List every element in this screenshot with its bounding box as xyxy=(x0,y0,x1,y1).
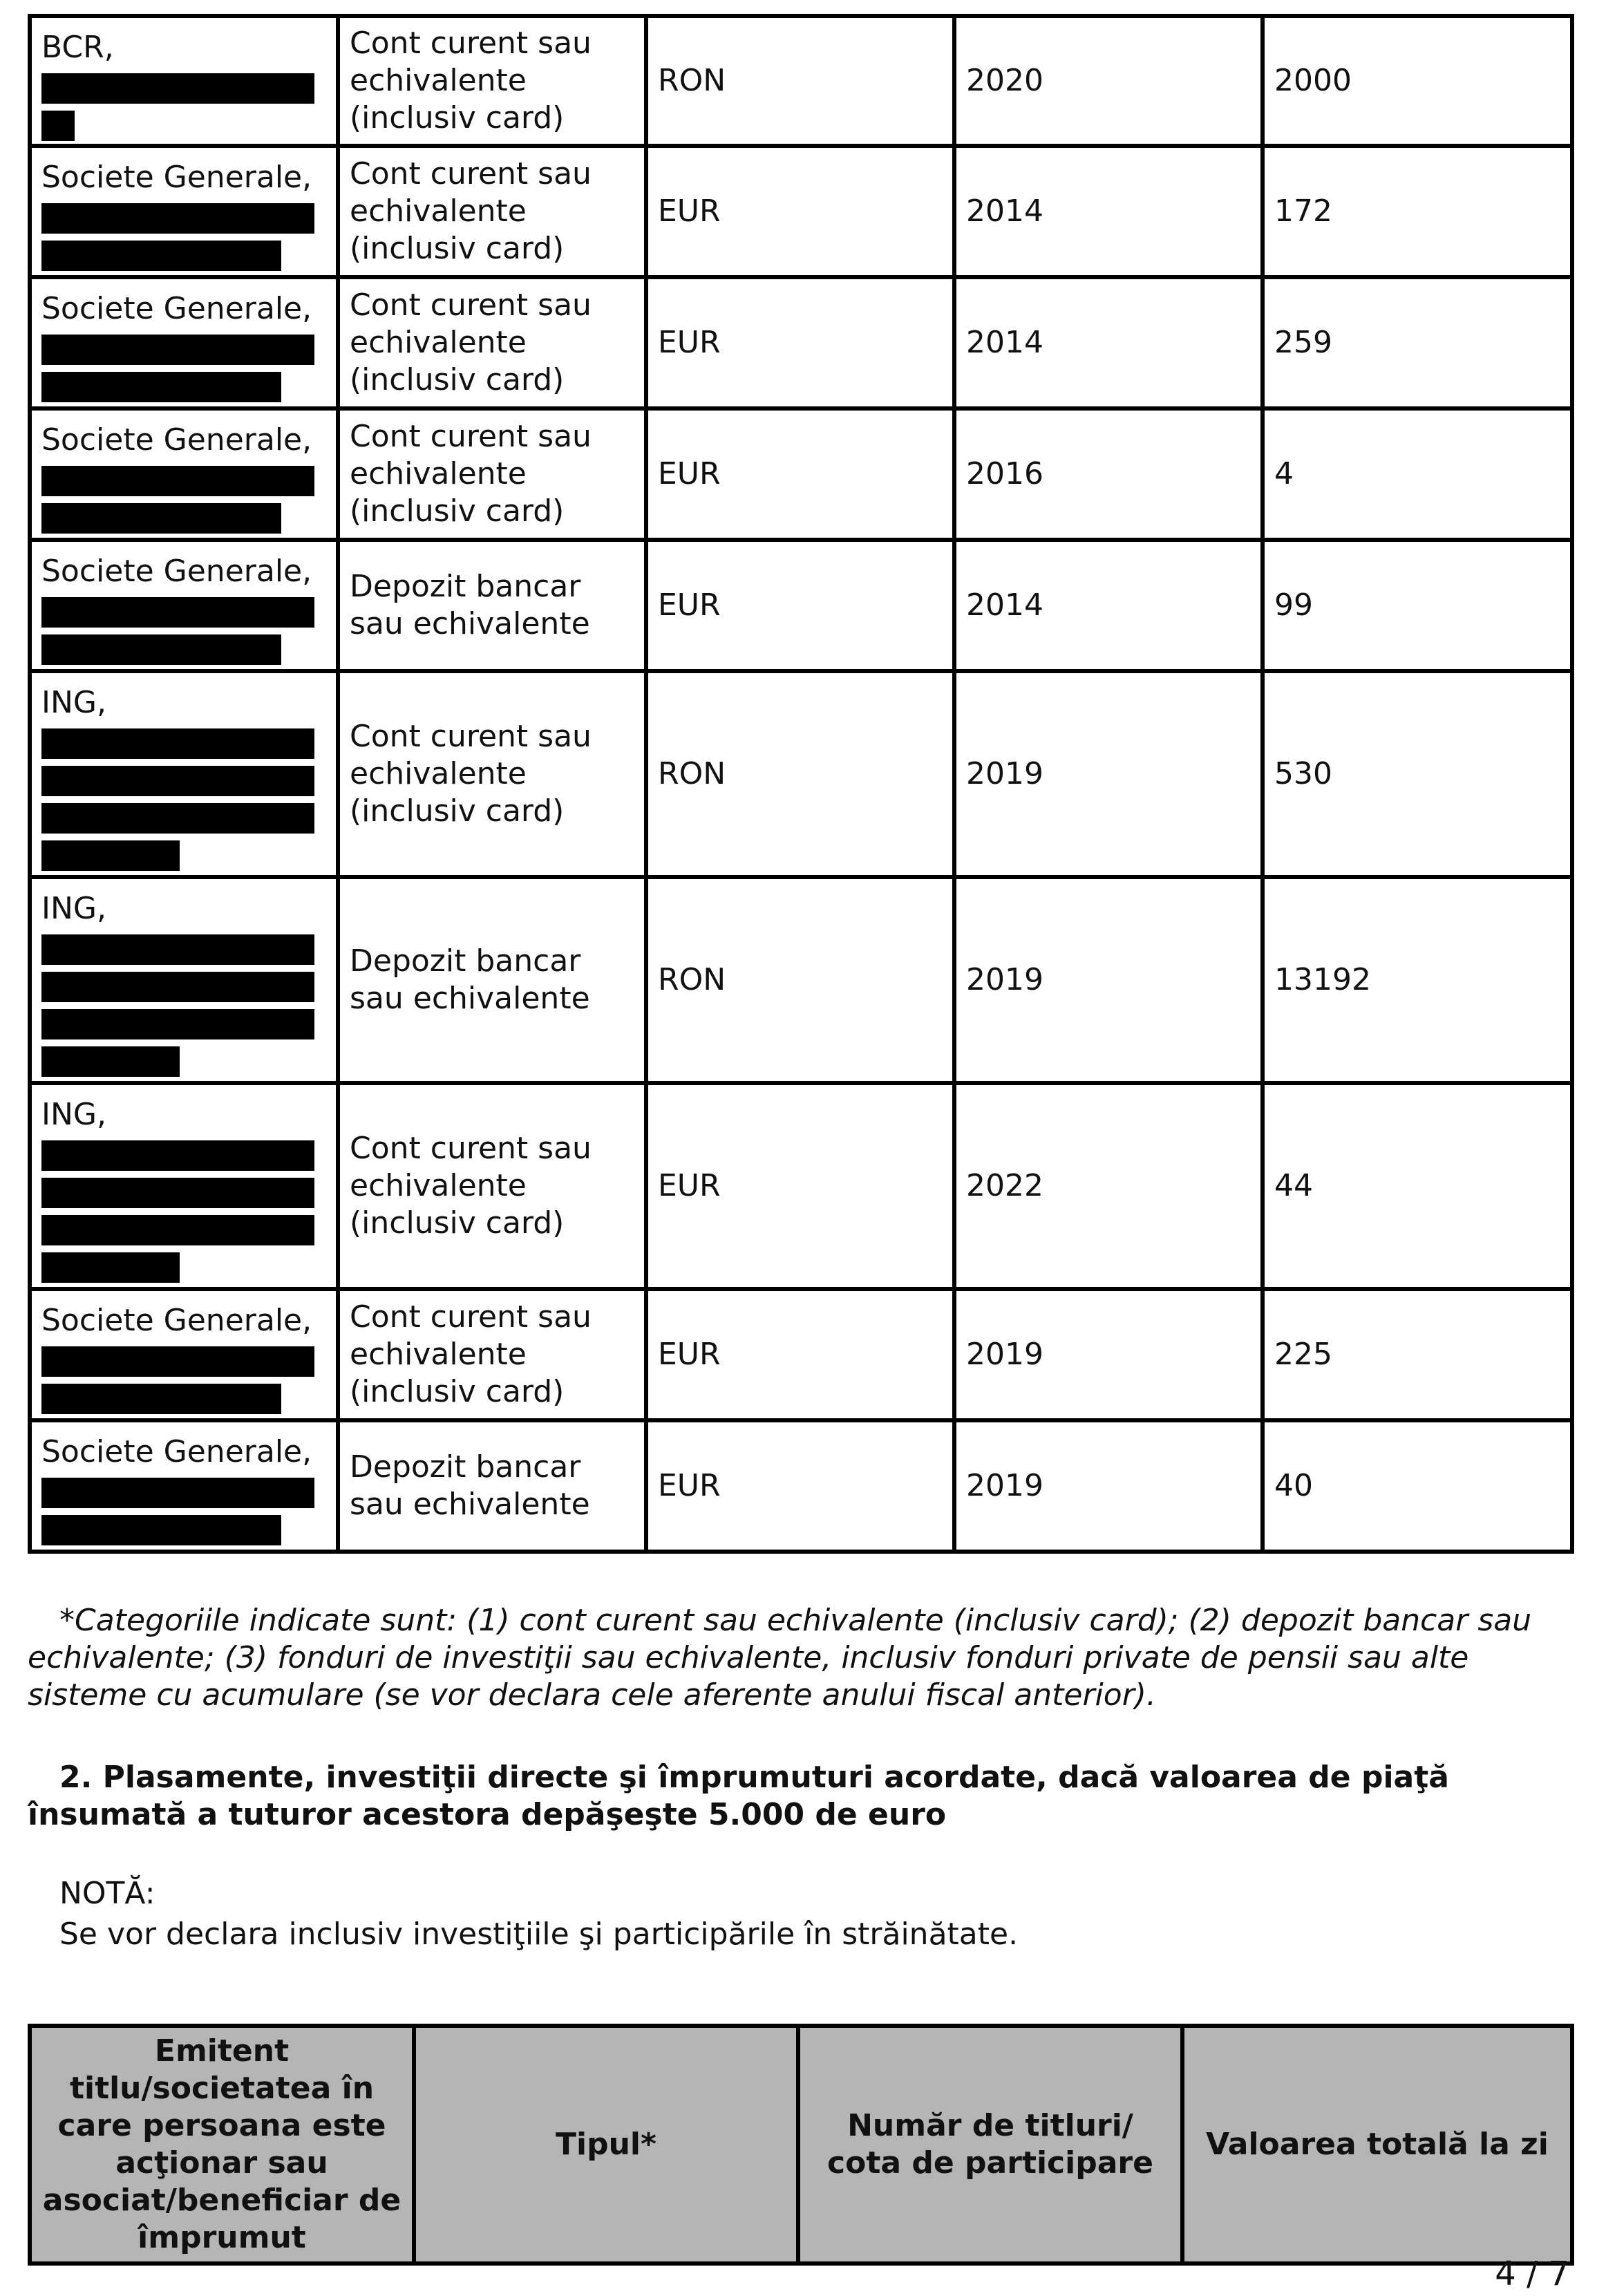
header-total-value: Valoarea totală la zi xyxy=(1182,2026,1572,2264)
balance-cell: 44 xyxy=(1263,1083,1572,1289)
year-cell: 2014 xyxy=(954,146,1263,277)
category-cell: Cont curent sau echivalente (inclusiv card) xyxy=(338,16,646,146)
category-cell: Cont curent sau echivalente (inclusiv card) xyxy=(338,146,646,277)
institution-name: Societe Generale, xyxy=(41,1434,312,1469)
header-shares-count: Număr de titluri/ cota de participare xyxy=(798,2026,1182,2264)
institution-name: ING, xyxy=(41,685,106,720)
institution-name: BCR, xyxy=(41,30,114,65)
redaction-bar xyxy=(41,1252,180,1283)
currency-cell: RON xyxy=(646,671,954,877)
balance-cell: 225 xyxy=(1263,1289,1572,1420)
note-text: Se vor declara inclusiv investiţiile şi participările în străinătate. xyxy=(59,1917,1019,1952)
redaction-bar xyxy=(41,335,314,365)
redaction-bar xyxy=(41,840,180,871)
redaction-bar xyxy=(41,372,281,402)
redaction-bar xyxy=(41,203,314,234)
category-cell: Cont curent sau echivalente (inclusiv card) xyxy=(338,1289,646,1420)
category-cell: Cont curent sau echivalente (inclusiv card) xyxy=(338,1083,646,1289)
currency-cell: EUR xyxy=(646,277,954,408)
investments-header-row xyxy=(30,2026,1572,2264)
institution-cell xyxy=(30,540,338,671)
bank-accounts-table-body xyxy=(30,16,1572,1552)
table-row xyxy=(30,1420,1572,1552)
section-title: 2. Plasamente, investiţii directe şi împrumuturi acordate, dacă valoarea de piaţă însumată a tuturor acestora depăşeşte 5.000 de euro xyxy=(28,1760,1449,1832)
table-row xyxy=(30,877,1572,1083)
redaction-bar xyxy=(41,73,314,104)
year-cell: 2020 xyxy=(954,16,1263,146)
redaction-bar xyxy=(41,111,75,141)
table-row xyxy=(30,1289,1572,1420)
currency-cell: EUR xyxy=(646,1289,954,1420)
institution-cell xyxy=(30,1083,338,1289)
institution-cell xyxy=(30,1420,338,1552)
year-cell: 2019 xyxy=(954,671,1263,877)
redaction-bar xyxy=(41,634,281,665)
year-cell: 2019 xyxy=(954,877,1263,1083)
institution-cell xyxy=(30,277,338,408)
redaction-bar xyxy=(41,1009,314,1039)
balance-cell: 13192 xyxy=(1263,877,1572,1083)
category-cell: Cont curent sau echivalente (inclusiv card) xyxy=(338,277,646,408)
currency-cell: EUR xyxy=(646,540,954,671)
table-row xyxy=(30,408,1572,540)
redaction-bar xyxy=(41,1178,314,1208)
institution-cell xyxy=(30,408,338,540)
redaction-bar xyxy=(41,1478,314,1508)
redaction-bar xyxy=(41,597,314,628)
year-cell: 2022 xyxy=(954,1083,1263,1289)
note-label: NOTĂ: xyxy=(59,1876,155,1911)
institution-cell xyxy=(30,671,338,877)
table-row xyxy=(30,671,1572,877)
redaction-bar xyxy=(41,503,281,534)
table-row xyxy=(30,1083,1572,1289)
table-row xyxy=(30,146,1572,277)
redaction-bar xyxy=(41,1515,281,1545)
institution-name: Societe Generale, xyxy=(41,291,312,326)
redaction-bar xyxy=(41,1384,281,1414)
redaction-bar xyxy=(41,241,281,271)
institution-name: ING, xyxy=(41,891,106,926)
balance-cell: 172 xyxy=(1263,146,1572,277)
institution-name: Societe Generale, xyxy=(41,554,312,589)
currency-cell: EUR xyxy=(646,146,954,277)
currency-cell: EUR xyxy=(646,408,954,540)
currency-cell: RON xyxy=(646,877,954,1083)
redaction-bar xyxy=(41,934,314,965)
currency-cell: RON xyxy=(646,16,954,146)
page-number: 4 / 7 xyxy=(1495,2255,1569,2293)
balance-cell: 2000 xyxy=(1263,16,1572,146)
balance-cell: 40 xyxy=(1263,1420,1572,1552)
categories-footnote: *Categoriile indicate sunt: (1) cont curent sau echivalente (inclusiv card); (2) depozit bancar sau echivalente; (3) fonduri de investiţii sau echivalente, inclusiv fonduri private de pensii sau alte sisteme cu acumulare (se vor declara cele aferente anului fiscal anterior). xyxy=(28,1603,1532,1713)
category-cell: Depozit bancar sau echivalente xyxy=(338,540,646,671)
table-row xyxy=(30,540,1572,671)
currency-cell: EUR xyxy=(646,1083,954,1289)
institution-name: Societe Generale, xyxy=(41,422,312,458)
redaction-bar xyxy=(41,1140,314,1171)
year-cell: 2016 xyxy=(954,408,1263,540)
bank-accounts-table xyxy=(28,14,1574,1554)
year-cell: 2014 xyxy=(954,277,1263,408)
redaction-bar xyxy=(41,466,314,496)
redaction-bar xyxy=(41,1215,314,1245)
year-cell: 2014 xyxy=(954,540,1263,671)
redaction-bar xyxy=(41,1046,180,1077)
institution-name: ING, xyxy=(41,1097,106,1132)
institution-name: Societe Generale, xyxy=(41,160,312,195)
balance-cell: 4 xyxy=(1263,408,1572,540)
year-cell: 2019 xyxy=(954,1289,1263,1420)
balance-cell: 530 xyxy=(1263,671,1572,877)
table-row xyxy=(30,277,1572,408)
header-type: Tipul* xyxy=(414,2026,798,2264)
balance-cell: 99 xyxy=(1263,540,1572,671)
investments-table xyxy=(28,2024,1574,2266)
redaction-bar xyxy=(41,803,314,834)
header-issuer: Emitent titlu/societatea în care persoana este acţionar sau asociat/beneficiar de împrumut xyxy=(30,2026,414,2264)
institution-cell xyxy=(30,146,338,277)
redaction-bar xyxy=(41,766,314,796)
redaction-bar xyxy=(41,1346,314,1377)
institution-name: Societe Generale, xyxy=(41,1303,312,1338)
category-cell: Depozit bancar sau echivalente xyxy=(338,877,646,1083)
institution-cell xyxy=(30,877,338,1083)
table-row xyxy=(30,16,1572,146)
redaction-bar xyxy=(41,728,314,759)
category-cell: Cont curent sau echivalente (inclusiv card) xyxy=(338,408,646,540)
category-cell: Cont curent sau echivalente (inclusiv card) xyxy=(338,671,646,877)
institution-cell xyxy=(30,16,338,146)
institution-cell xyxy=(30,1289,338,1420)
currency-cell: EUR xyxy=(646,1420,954,1552)
year-cell: 2019 xyxy=(954,1420,1263,1552)
redaction-bar xyxy=(41,972,314,1002)
category-cell: Depozit bancar sau echivalente xyxy=(338,1420,646,1552)
balance-cell: 259 xyxy=(1263,277,1572,408)
